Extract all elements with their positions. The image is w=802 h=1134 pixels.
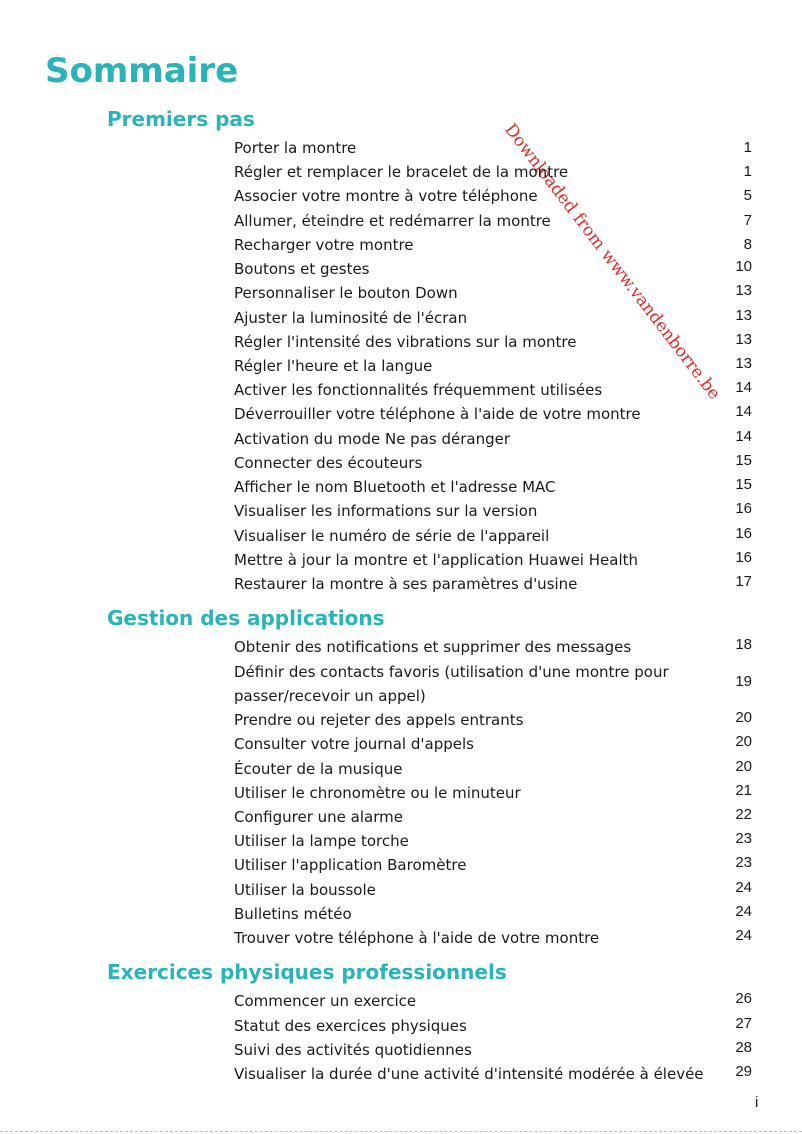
toc-entry-label[interactable]: Ajuster la luminosité de l'écran bbox=[234, 309, 468, 327]
toc-entry-page[interactable]: 13 bbox=[735, 307, 752, 324]
toc-entry-page[interactable]: 23 bbox=[735, 854, 752, 871]
toc-entry-page[interactable]: 14 bbox=[735, 379, 752, 396]
toc-entry-label[interactable]: Boutons et gestes bbox=[234, 260, 370, 278]
toc-entry-page[interactable]: 13 bbox=[735, 282, 752, 299]
toc-entry-page[interactable]: 24 bbox=[735, 879, 752, 896]
toc-entry-page[interactable]: 13 bbox=[735, 355, 752, 372]
toc-entry-label[interactable]: Régler l'intensité des vibrations sur la montre bbox=[234, 333, 577, 351]
section-title[interactable]: Premiers pas bbox=[107, 107, 255, 131]
toc-entry-label[interactable]: Bulletins météo bbox=[234, 905, 352, 923]
footer-page-number: i bbox=[755, 1094, 759, 1111]
toc-entry-label[interactable]: Associer votre montre à votre téléphone bbox=[234, 187, 538, 205]
toc-entry-label[interactable]: Recharger votre montre bbox=[234, 236, 414, 254]
toc-entry-label[interactable]: Activation du mode Ne pas déranger bbox=[234, 430, 511, 448]
toc-entry-page[interactable]: 24 bbox=[735, 903, 752, 920]
toc-entry-label[interactable]: Suivi des activités quotidiennes bbox=[234, 1041, 472, 1059]
toc-entry-page[interactable]: 28 bbox=[735, 1039, 752, 1056]
toc-entry-label[interactable]: Allumer, éteindre et redémarrer la montre bbox=[234, 212, 551, 230]
toc-entry-page[interactable]: 23 bbox=[735, 830, 752, 847]
toc-entry-label[interactable]: Configurer une alarme bbox=[234, 808, 403, 826]
toc-entry-page[interactable]: 15 bbox=[735, 476, 752, 493]
toc-entry-label[interactable]: Utiliser la boussole bbox=[234, 881, 376, 899]
toc-entry-page[interactable]: 18 bbox=[735, 636, 752, 653]
toc-entry-label[interactable]: Régler l'heure et la langue bbox=[234, 357, 433, 375]
toc-entry-page[interactable]: 16 bbox=[735, 549, 752, 566]
toc-entry-page[interactable]: 24 bbox=[735, 927, 752, 944]
toc-entry-label[interactable]: Utiliser la lampe torche bbox=[234, 832, 409, 850]
toc-entry-label[interactable]: Utiliser le chronomètre ou le minuteur bbox=[234, 784, 521, 802]
toc-entry-page[interactable]: 17 bbox=[735, 573, 752, 590]
toc-entry-label[interactable]: Activer les fonctionnalités fréquemment utilisées bbox=[234, 381, 603, 399]
toc-entry-page[interactable]: 16 bbox=[735, 525, 752, 542]
toc-entry-page[interactable]: 8 bbox=[743, 236, 752, 253]
page-title: Sommaire bbox=[45, 51, 239, 91]
toc-entry-label[interactable]: Obtenir des notifications et supprimer des messages bbox=[234, 638, 632, 656]
toc-entry-page[interactable]: 10 bbox=[735, 258, 752, 275]
toc-entry-label[interactable]: Porter la montre bbox=[234, 139, 357, 157]
toc-entry-label[interactable]: Prendre ou rejeter des appels entrants bbox=[234, 711, 524, 729]
toc-entry-label[interactable]: Régler et remplacer le bracelet de la montre bbox=[234, 163, 569, 181]
toc-entry-label[interactable]: Afficher le nom Bluetooth et l'adresse MAC bbox=[234, 478, 556, 496]
toc-entry-page[interactable]: 22 bbox=[735, 806, 752, 823]
toc-entry-page[interactable]: 21 bbox=[735, 782, 752, 799]
toc-entry-label[interactable]: Utiliser l'application Baromètre bbox=[234, 856, 467, 874]
toc-entry-page[interactable]: 7 bbox=[743, 212, 752, 229]
toc-entry-page[interactable]: 26 bbox=[735, 990, 752, 1007]
toc-entry-page[interactable]: 20 bbox=[735, 709, 752, 726]
toc-entry-label[interactable]: Visualiser le numéro de série de l'appareil bbox=[234, 527, 550, 545]
toc-entry-label[interactable]: Écouter de la musique bbox=[234, 760, 403, 778]
toc-entry-label[interactable]: Connecter des écouteurs bbox=[234, 454, 423, 472]
toc-entry-page[interactable]: 20 bbox=[735, 733, 752, 750]
watermark-text: Downloaded from www.vandenborre.be bbox=[500, 120, 725, 404]
toc-entry-page[interactable]: 1 bbox=[743, 163, 752, 180]
section-title[interactable]: Exercices physiques professionnels bbox=[107, 960, 507, 984]
toc-entry-page[interactable]: 20 bbox=[735, 758, 752, 775]
toc-entry-page[interactable]: 16 bbox=[735, 500, 752, 517]
toc-entry-page[interactable]: 14 bbox=[735, 428, 752, 445]
toc-entry-label[interactable]: Consulter votre journal d'appels bbox=[234, 735, 474, 753]
toc-entry-page[interactable]: 14 bbox=[735, 403, 752, 420]
footer-divider bbox=[0, 1131, 802, 1132]
toc-entry-page[interactable]: 29 bbox=[735, 1063, 752, 1080]
toc-entry-label[interactable]: Visualiser les informations sur la version bbox=[234, 502, 538, 520]
section-title[interactable]: Gestion des applications bbox=[107, 606, 385, 630]
toc-entry-label[interactable]: Déverrouiller votre téléphone à l'aide de votre montre bbox=[234, 405, 641, 423]
toc-entry-page[interactable]: 1 bbox=[743, 139, 752, 156]
toc-entry-page[interactable]: 13 bbox=[735, 331, 752, 348]
toc-entry-page[interactable]: 5 bbox=[743, 187, 752, 204]
toc-entry-label[interactable]: Personnaliser le bouton Down bbox=[234, 284, 458, 302]
toc-entry-label[interactable]: Visualiser la durée d'une activité d'intensité modérée à élevée bbox=[234, 1065, 704, 1083]
toc-entry-label[interactable]: Définir des contacts favoris (utilisation d'une montre pour passer/recevoir un appel) bbox=[234, 663, 669, 705]
toc-entry-label[interactable]: Mettre à jour la montre et l'application Huawei Health bbox=[234, 551, 638, 569]
toc-entry-label[interactable]: Restaurer la montre à ses paramètres d'usine bbox=[234, 575, 578, 593]
toc-entry-label[interactable]: Statut des exercices physiques bbox=[234, 1017, 467, 1035]
toc-entry-page[interactable]: 15 bbox=[735, 452, 752, 469]
toc-entry-label[interactable]: Commencer un exercice bbox=[234, 992, 417, 1010]
toc-entry-page[interactable]: 19 bbox=[735, 673, 752, 690]
toc-entry-page[interactable]: 27 bbox=[735, 1015, 752, 1032]
toc-entry-label[interactable]: Trouver votre téléphone à l'aide de votre montre bbox=[234, 929, 600, 947]
